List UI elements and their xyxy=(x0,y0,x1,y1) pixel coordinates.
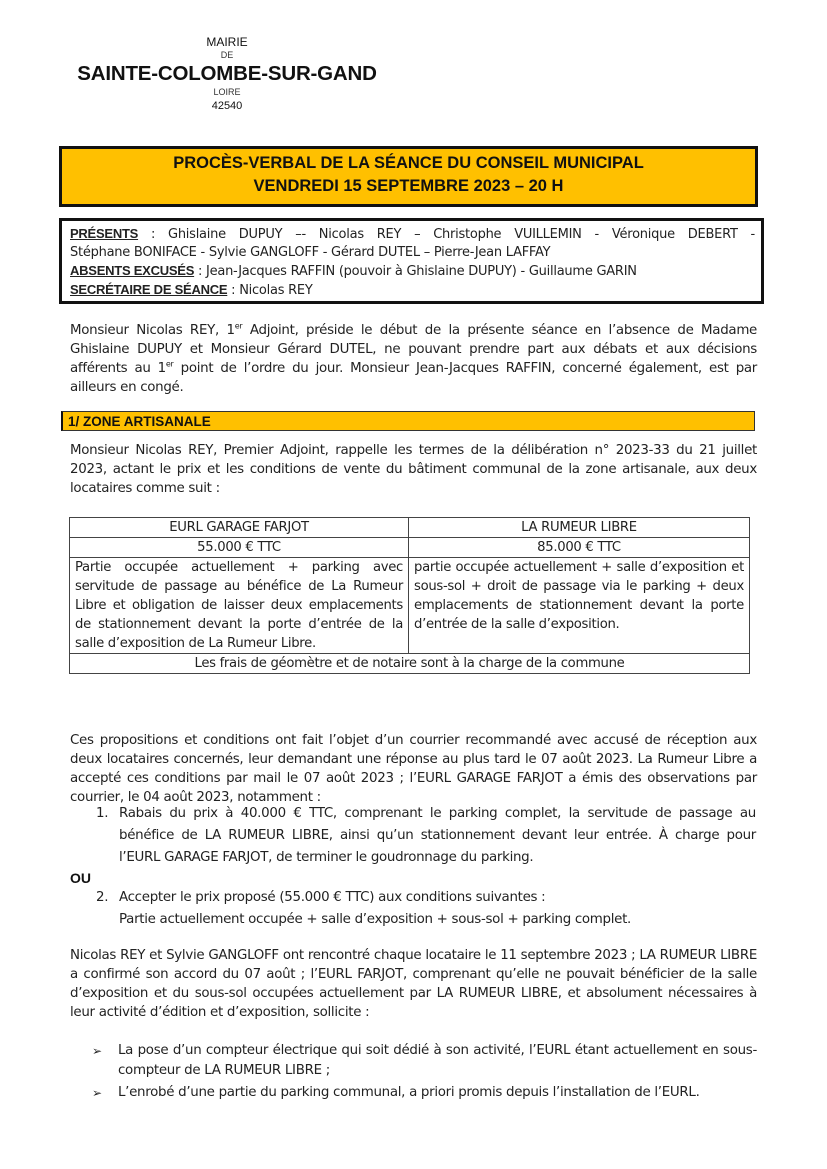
table-price-rumeur: 85.000 € TTC xyxy=(409,538,750,558)
table-header-rumeur: LA RUMEUR LIBRE xyxy=(409,518,750,538)
absent-names: : Jean-Jacques RAFFIN (pouvoir à Ghislaine DUPUY) - Guillaume GARIN xyxy=(194,264,637,279)
table-conditions-farjot: Partie occupée actuellement + parking avec servitude de passage au bénéfice de La Rumeur Libre et obligation de laisser deux emplacements de stationnement devant la porte d’entrée de la salle d’exposition de La Rumeur Libre. xyxy=(70,558,409,654)
offers-table xyxy=(69,517,750,674)
intro-text-2: Adjoint, préside le début de la présente séance en l’absence de Madame Ghislaine DUPUY et Monsieur Gérard DUTEL, ne pouvant prendre part aux débats et aux décisions afférents au 1 xyxy=(70,323,757,376)
letterhead-departement: LOIRE xyxy=(213,87,241,97)
table-conditions-row xyxy=(70,558,750,654)
secretary-name: : Nicolas REY xyxy=(227,283,313,298)
option-subtext-2: Partie actuellement occupée + salle d’exposition + sous-sol + parking complet. xyxy=(119,912,632,927)
letterhead xyxy=(72,35,382,113)
intro-text-3: point de l’ordre du jour. Monsieur Jean-Jacques RAFFIN, concerné également, est par ailleurs en congé. xyxy=(70,361,758,395)
request-text-1: La pose d’un compteur électrique qui soit dédié à son activité, l’EURL étant actuellement en sous-compteur de LA RUMEUR LIBRE ; xyxy=(118,1043,757,1078)
intro-text-1: Monsieur Nicolas REY, 1 xyxy=(70,323,235,338)
option-number-2: 2. xyxy=(96,890,109,905)
secretary-line xyxy=(70,281,755,300)
request-item-1 xyxy=(92,1041,757,1081)
option-text-1: Rabais du prix à 40.000 € TTC, comprenant le parking complet, la servitude de passage au bénéfice de LA RUMEUR LIBRE, ainsi qu’un stationnement devant leur entrée. À charge pour l’EURL GARAGE FARJOT, de terminer le goudronnage du parking. xyxy=(119,806,756,865)
option-item-2 xyxy=(96,887,756,931)
absent-line xyxy=(70,262,755,281)
table-header-row xyxy=(70,518,750,538)
secretary-label: SECRÉTAIRE DE SÉANCE xyxy=(70,282,228,297)
or-label: OU xyxy=(70,870,91,886)
present-names-2: Stéphane BONIFACE - Sylvie GANGLOFF - Gérard DUTEL – Pierre-Jean LAFFAY xyxy=(70,245,551,260)
section-paragraph-1: Monsieur Nicolas REY, Premier Adjoint, rappelle les termes de la délibération n° 2023-33 du 21 juillet 2023, actant le prix et les conditions de vente du bâtiment communal de la zone artisanale, aux deux locataires comme suit : xyxy=(70,443,757,496)
section-heading-zone-artisanale: 1/ ZONE ARTISANALE xyxy=(61,411,755,431)
arrow-bullet-icon: ➢ xyxy=(92,1044,102,1058)
intro-sup-2: er xyxy=(165,359,174,369)
letterhead-postal-code: 42540 xyxy=(211,100,243,112)
table-conditions-rumeur: partie occupée actuellement + salle d’exposition et sous-sol + droit de passage via le parking + deux emplacements de stationnement devant la porte d’entrée de la salle d’exposition. xyxy=(409,558,750,654)
table-footer: Les frais de géomètre et de notaire sont à la charge de la commune xyxy=(70,654,750,674)
present-label: PRÉSENTS xyxy=(70,226,139,241)
table-price-row xyxy=(70,538,750,558)
absent-label: ABSENTS EXCUSÉS xyxy=(70,263,195,278)
section-paragraph-2: Ces propositions et conditions ont fait l’objet d’un courrier recommandé avec accusé de réception aux deux locataires concernés, leur demandant une réponse au plus tard le 07 août 2023. La Rumeur Libre a accepté ces conditions par mail le 07 août 2023 ; l’EURL GARAGE FARJOT a émis des observations par courrier, le 04 août 2023, notamment : xyxy=(70,733,757,805)
document-date: VENDREDI 15 SEPTEMBRE 2023 – 20 H xyxy=(253,177,564,195)
document-title: PROCÈS-VERBAL DE LA SÉANCE DU CONSEIL MUNICIPAL xyxy=(173,154,644,172)
table-price-farjot: 55.000 € TTC xyxy=(70,538,409,558)
document-title-box xyxy=(59,146,758,207)
request-item-2 xyxy=(92,1083,757,1103)
letterhead-mairie: MAIRIE xyxy=(206,35,248,49)
intro-paragraph xyxy=(70,321,757,397)
present-line-1 xyxy=(70,225,755,244)
attendance-box xyxy=(59,218,764,304)
table-header-farjot: EURL GARAGE FARJOT xyxy=(70,518,409,538)
letterhead-commune: SAINTE-COLOMBE-SUR-GAND xyxy=(77,62,377,85)
arrow-bullet-icon: ➢ xyxy=(92,1086,102,1100)
letterhead-de: DE xyxy=(220,50,234,60)
table-footer-row xyxy=(70,654,750,674)
option-text-2: Accepter le prix proposé (55.000 € TTC) aux conditions suivantes : xyxy=(119,890,546,905)
intro-sup-1: er xyxy=(234,321,243,331)
present-names-1: : Ghislaine DUPUY –- Nicolas REY – Christophe VUILLEMIN - Véronique DEBERT - xyxy=(138,227,755,242)
request-text-2: L’enrobé d’une partie du parking communal, a priori promis depuis l’installation de l’EURL. xyxy=(118,1085,700,1100)
option-number-1: 1. xyxy=(96,806,109,821)
section-paragraph-3: Nicolas REY et Sylvie GANGLOFF ont rencontré chaque locataire le 11 septembre 2023 ; LA RUMEUR LIBRE a confirmé son accord du 07 août ; l’EURL FARJOT, comprenant qu’elle ne pouvait bénéficier de la salle d’exposition et du sous-sol occupées actuellement par LA RUMEUR LIBRE, et absolument nécessaires à leur activité d’édition et d’exposition, sollicite : xyxy=(70,948,757,1020)
option-item-1 xyxy=(96,803,756,869)
